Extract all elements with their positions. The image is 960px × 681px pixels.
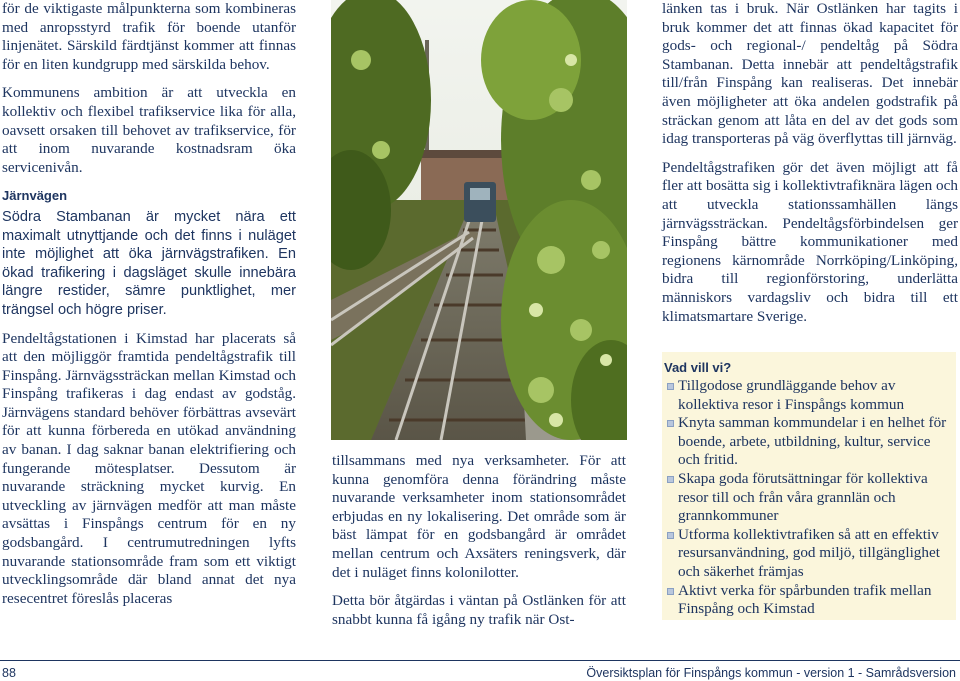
page-number: 88: [2, 666, 16, 680]
right-column: [662, 0, 958, 336]
paragraph: Detta bör åtgärdas i väntan på Ostlänken för att snabbt kunna få igång ny trafik när Ost-: [332, 592, 626, 628]
section-heading-jarnvagen: Järnvägen: [2, 188, 68, 204]
list-item: Aktivt verka för spårbunden trafik mellan Finspång och Kimstad: [664, 582, 954, 619]
goals-box: [662, 352, 956, 620]
paragraph: för de viktigaste målpunkterna som kombineras med anropsstyrd trafik för boende utanför linjenätet. Särskild färdtjänst kommer att finnas för en liten kundgrupp med särskilda behov.: [2, 0, 296, 73]
footer-divider: [0, 660, 960, 661]
middle-column: [332, 452, 626, 639]
goals-list: [664, 377, 954, 619]
railway-photo: [331, 0, 627, 440]
paragraph: Pendeltågstationen i Kimstad har placerats så att den möjliggör framtida pendeltågstrafik till Finspång. Järnvägssträckan mellan Kimstad och Finspång trafikeras i dag endast av godståg. Järnvägens standard behöver förbättras avsevärt för att kunna förbereda en utökad användning av banan. I dag saknar banan elektrifiering och fungerande mötesplatser. Dessutom är nuvarande sträckning mycket kurvig. En utveckling av järnvägen medför att man måste avsättas i Finspångs centrum för en ny godsbangård. I centrumutredningen lyfts nuvarande stationsområde fram som ett viktigt utvecklingsområde där bland annat det nya resecentret föreslås placeras: [2, 329, 296, 607]
left-column: [2, 0, 296, 618]
paragraph: Södra Stambanan är mycket nära ett maximalt utnyttjande och det finns i nuläget inte möjlighet att öka järnvägstrafiken. En ökad trafikering i dagsläget skulle innebära längre restider, sämre punktlighet, mer trängsel och högre priser.: [2, 208, 296, 318]
list-item: Tillgodose grundläggande behov av kollektiva resor i Finspångs kommun: [664, 377, 954, 414]
paragraph: tillsammans med nya verksamheter. För att kunna genomföra denna förändring måste nuvarande verksamheter inom stationsområdet erbjudas en ny lokalisering. Det område som är bäst lämpat för en godsbangård är området mellan centrum och Axsäters reningsverk, där det i nuläget finns kolonilotter.: [332, 452, 626, 581]
paragraph: länken tas i bruk. När Ostlänken har tagits i bruk kommer det att finnas ökad kapacitet för gods- och regional-/ pendeltåg på Södra Stambanan. Detta innebär att pendeltågstrafik till/från Finspång kan realiseras. Det innebär även möjligheter att öka andelen godstrafik på sträckan genom att låta en del av det gods som idag transporteras på väg överflyttas till järnväg.: [662, 0, 958, 148]
list-item: Utforma kollektivtrafiken så att en effektiv resursanvändning, god miljö, tillgänglighet och säkerhet främjas: [664, 526, 954, 582]
list-item: Skapa goda förutsättningar för kollektiva resor till och från våra grannlän och grannkommuner: [664, 470, 954, 526]
goals-heading: Vad vill vi?: [664, 360, 732, 375]
railway-track-image: [331, 0, 627, 440]
paragraph: Kommunens ambition är att utveckla en kollektiv och flexibel trafikservice lika för alla, oavsett orsaken till behovet av trafikservice, för att inom nuvarande kostnadsram öka servicenivån.: [2, 84, 296, 176]
list-item: Knyta samman kommundelar i en helhet för boende, arbete, utbildning, kultur, service och fritid.: [664, 414, 954, 470]
document-title: Översiktsplan för Finspångs kommun - version 1 - Samrådsversion: [586, 666, 956, 680]
paragraph: Pendeltågstrafiken gör det även möjligt att få fler att bosätta sig i kollektivtrafiknära lägen och att utveckla stationssamhällen längs järnvägssträckan. Pendeltågsförbindelsen ger Finspång bättre kommunikationer med regionens kärnområde Norrköping/Linköping, bidra till regionförstoring, underlätta människors vardagsliv och bidra till ett klimatsmartare Sverige.: [662, 158, 958, 325]
